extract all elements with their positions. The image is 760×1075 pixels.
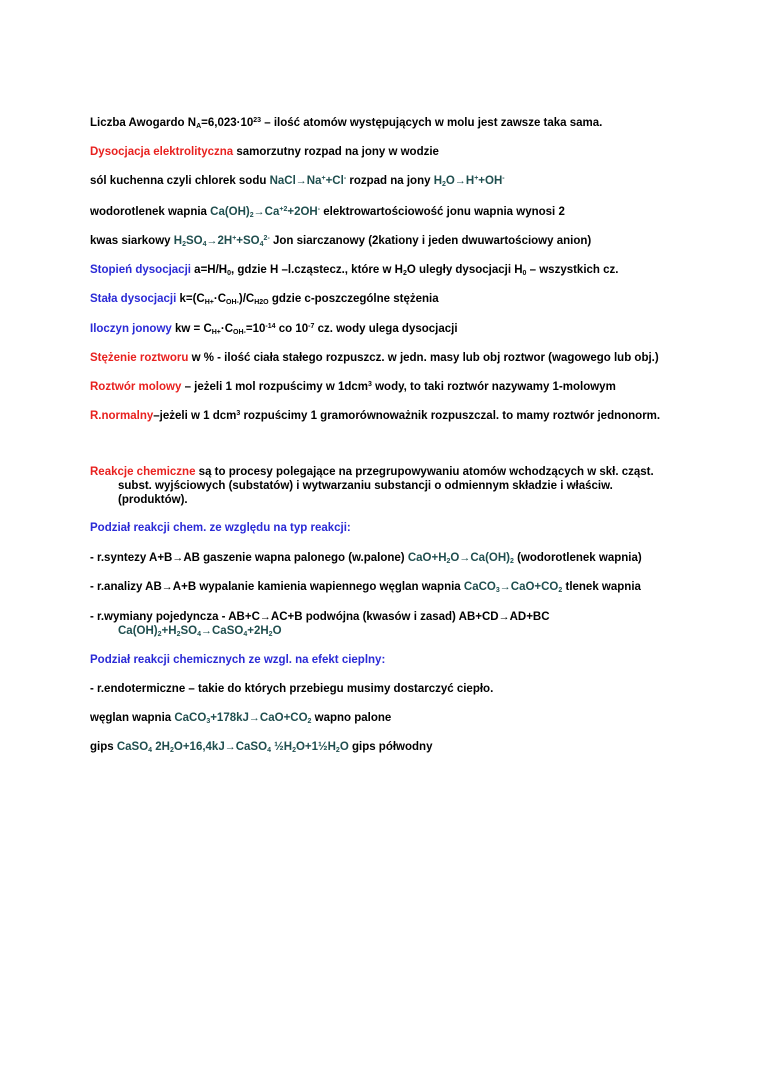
kwas-line <box>90 234 710 248</box>
formula-water: $H_2O\to H^++OH^-$ <box>433 175 505 188</box>
wodorotlenek-line <box>90 205 710 219</box>
subscript: A <box>196 123 202 130</box>
stopien-line: Stopień dysocjacji $a=H/H_0$, gdzie H –l.cząstecz., które w $H_2O$ uległy dysocjacji $H_0$ – wszystkich cz. <box>90 264 619 277</box>
heading-podzial-typ: Podział reakcji chem. ze względu na typ reakcji: <box>90 522 351 534</box>
text: wodorotlenek wapnia <box>90 206 211 218</box>
formula-h2so4: $H_2SO_4\to 2H^++SO_4^{2-}$ <box>173 235 270 248</box>
term-stala: Stała dysocjacji <box>90 293 177 305</box>
avogadro-line <box>90 116 710 130</box>
reakcje-line-2: subst. wyjściowych (substatów) i wytwarzaniu substancji o odmiennym składzie i właściw. <box>118 480 613 492</box>
formula-analiza: $CaCO_3\to CaO+CO_2$ <box>463 581 563 594</box>
reakcje-line: Reakcje chemiczne są to procesy polegające na przegrupowywaniu atomów wchodzących w skł. cząst. <box>90 466 654 478</box>
reakcje-line-3: (produktów). <box>118 494 188 506</box>
text: Liczba Awogardo N <box>90 117 197 129</box>
formula-wymiana: $Ca(OH)_2+H_2SO_4\to CaSO_4+2H_2O$ <box>118 625 282 638</box>
formula-synteza: $CaO+H_2O\to Ca(OH)_2$ <box>407 552 514 565</box>
text: samorzutny rozpad na jony w wodzie <box>233 146 439 158</box>
molowy-line: Roztwór molowy – jeżeli 1 mol rozpuścimy w 1dcm$^3$ wody, to taki roztwór nazywamy 1-molowym <box>90 381 616 393</box>
dysocjacja-line <box>90 145 710 159</box>
text: – ilość atomów występujących w molu jest zawsze taka sama. <box>261 117 603 129</box>
formula-caoh2: $Ca(OH)_2\to Ca^{+2}+2OH^-$ <box>210 206 321 219</box>
weglan-line: węglan wapnia $CaCO_3+178kJ\to CaO+CO_2$ wapno palone <box>90 712 392 725</box>
sol-line <box>90 174 710 188</box>
text: elektrowartościowość jonu wapnia wynosi 2 <box>320 206 565 218</box>
formula-weglan: $CaCO_3+178kJ\to CaO+CO_2$ <box>174 712 312 725</box>
gips-line: gips CaSO$_4$ $2H_2O+16,4kJ\to CaSO_4$ $\frac{1}{2}H_2O+1\frac{1}{2}H_2O$ gips półwodny <box>90 741 433 754</box>
heading-podzial-efekt: Podział reakcji chemicznych ze wzgl. na efekt cieplny: <box>90 654 386 666</box>
text: sól kuchenna czyli chlorek sodu <box>90 175 270 187</box>
term-dysocjacja: Dysocjacja elektrolityczna <box>90 146 234 158</box>
iloczyn-line: Iloczyn jonowy kw = $C_{H+}\cdot C_{OH-}=10^{-14}$ co $10^{-7}$ cz. wody ulega dysocjacji <box>90 323 458 336</box>
formula-nacl: NaCl→Na++Cl- <box>269 175 347 187</box>
stala-line: Stała dysocjacji $k=(C_{H+}\cdot C_{OH-})/C_{H2O}$ gdzie c-poszczególne stężenia <box>90 293 439 306</box>
superscript: 23 <box>253 117 262 124</box>
synteza-line: - r.syntezy A+B→AB gaszenie wapna palonego (w.palone) $CaO+H_2O\to Ca(OH)_2$ (wodorotlenek wapnia) <box>90 552 642 565</box>
text: kwas siarkowy <box>90 235 174 247</box>
stezenie-line: Stężenie roztworu w % - ilość ciała stałego rozpuszcz. w jedn. masy lub obj roztwor (wagowego lub obj.) <box>90 352 659 364</box>
endo-line: - r.endotermiczne – takie do których przebiegu musimy dostarczyć ciepło. <box>90 683 494 695</box>
text: =6,023·10 <box>201 117 254 129</box>
term-reakcje: Reakcje chemiczne <box>90 466 196 478</box>
term-normalny: R.normalny <box>90 410 154 422</box>
normalny-line: R.normalny–jeżeli w 1 dcm$^3$ rozpuścimy 1 gramorównoważnik rozpuszczal. to mamy roztwór jednonorm. <box>90 410 661 422</box>
term-stezenie: Stężenie roztworu <box>90 352 189 364</box>
term-iloczyn: Iloczyn jonowy <box>90 323 172 335</box>
analiza-line: - r.analizy AB→A+B wypalanie kamienia wapiennego węglan wapnia $CaCO_3\to CaO+CO_2$ tlenek wapnia <box>90 581 641 594</box>
text: Jon siarczanowy (2kationy i jeden dwuwartościowy anion) <box>269 235 592 247</box>
text: rozpad na jony <box>346 175 434 187</box>
term-stopien: Stopień dysocjacji <box>90 264 191 276</box>
wymiana-line: - r.wymiany pojedyncza - AB+C→AC+B podwójna (kwasów i zasad) AB+CD→AD+BC <box>90 611 550 623</box>
term-molowy: Roztwór molowy <box>90 381 182 393</box>
formula-gips: CaSO$_4$ $2H_2O+16,4kJ\to CaSO_4$ $\frac{1}{2}H_2O+1\frac{1}{2}H_2O$ <box>116 741 349 754</box>
